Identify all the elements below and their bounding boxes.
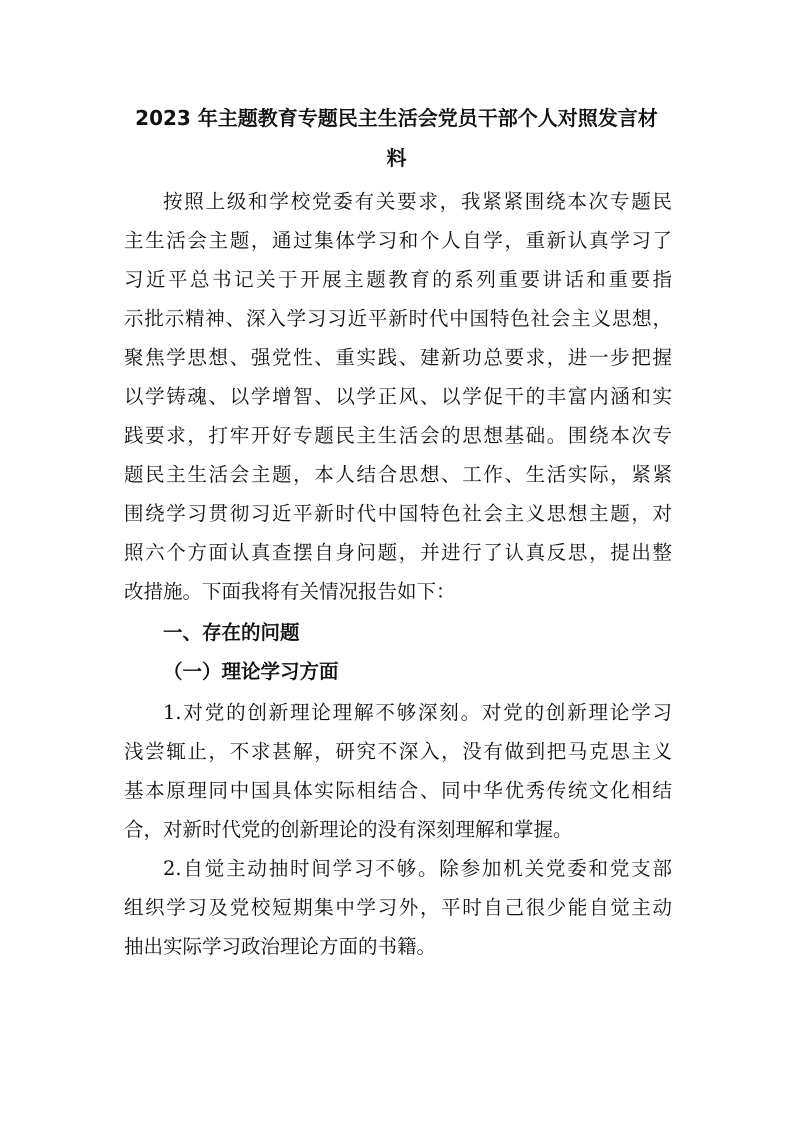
intro-line-6: 以学铸魂、以学增智、以学正风、以学促干的丰富内涵和实 [124,385,672,408]
intro-line-2: 主生活会主题，通过集体学习和个人自学，重新认真学习了 [124,229,672,252]
intro-line-11: 改措施。下面我将有关情况报告如下： [124,580,456,603]
intro-line-7: 践要求，打牢开好专题民主生活会的思想基础。围绕本次专 [124,424,672,447]
document-title-line-2: 料 [386,146,407,170]
intro-line-10: 照六个方面认真查摆自身问题，并进行了认真反思，提出整 [124,541,672,564]
intro-line-5: 聚焦学思想、强党性、重实践、建新功总要求，进一步把握 [124,346,672,369]
subsection-heading-theory-study: （一）理论学习方面 [163,660,339,683]
item-1-line-3: 基本原理同中国具体实际相结合、同中华优秀传统文化相结 [124,779,672,802]
item-2-line-1: 2.自觉主动抽时间学习不够。除参加机关党委和党支部 [163,857,672,880]
item-1-line-4: 合，对新时代党的创新理论的没有深刻理解和掌握。 [124,818,573,841]
intro-line-1: 按照上级和学校党委有关要求，我紧紧围绕本次专题民 [163,190,672,213]
document-title-line-1: 2023 年主题教育专题民主生活会党员干部个人对照发言材 [135,106,658,130]
intro-line-4: 示批示精神、深入学习习近平新时代中国特色社会主义思想， [124,307,672,330]
item-1-line-1: 1.对党的创新理论理解不够深刻。对党的创新理论学习 [163,701,672,724]
intro-line-9: 围绕学习贯彻习近平新时代中国特色社会主义思想主题，对 [124,502,672,525]
intro-line-8: 题民主生活会主题，本人结合思想、工作、生活实际，紧紧 [124,463,672,486]
item-1-line-2: 浅尝辄止，不求甚解，研究不深入，没有做到把马克思主义 [124,740,672,763]
section-heading-problems: 一、存在的问题 [163,621,300,644]
item-2-line-2: 组织学习及党校短期集中学习外，平时自己很少能自觉主动 [124,896,672,919]
intro-line-3: 习近平总书记关于开展主题教育的系列重要讲话和重要指 [124,268,672,291]
item-2-line-3: 抽出实际学习政治理论方面的书籍。 [124,935,437,958]
